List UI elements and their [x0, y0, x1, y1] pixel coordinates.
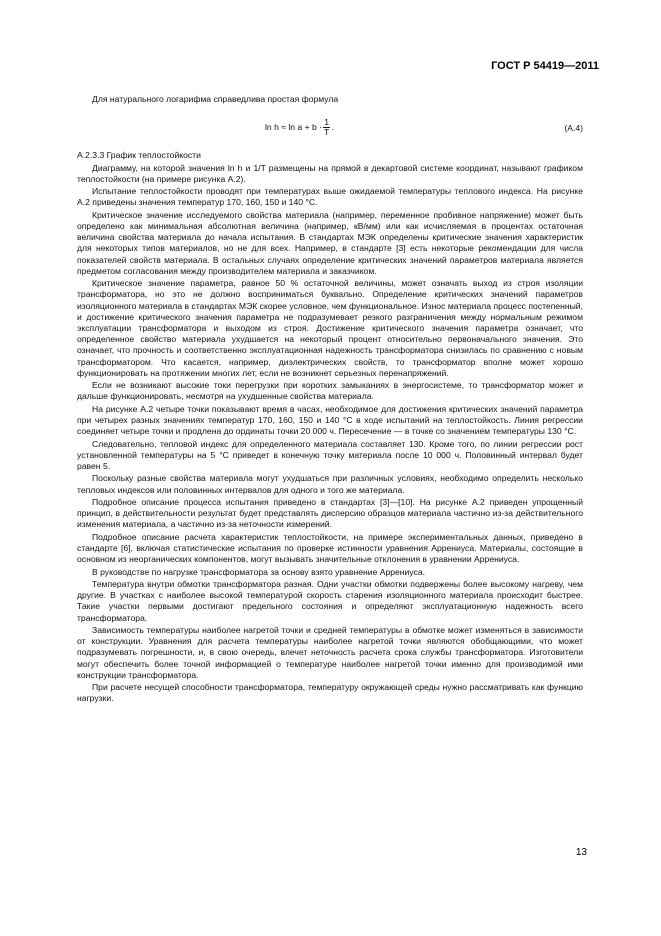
section-title: А.2.3.3 График теплостойкости	[77, 150, 201, 161]
paragraph: Зависимость температуры наиболее нагретой точки и средней температуры в обмотке может изменяться в зависимости от конструкции. Уравнения для расчета температуры наиболее нагретой точки являются обобщающими, что может подразумевать погрешности, и, в свою очередь, влечет неточность расчета срока службы трансформатора. Изготовители могут обеспечить более точной информацией о температуре наиболее нагретой точки именно для производимой ими конструкции трансформатора.	[77, 624, 583, 680]
paragraph: В руководстве по нагрузке трансформатора за основу взято уравнение Аррениуса.	[92, 566, 426, 577]
document-header: ГОСТ Р 54419—2011	[491, 60, 599, 72]
document-body	[77, 94, 583, 706]
paragraph: Подробное описание расчета характеристик теплостойкости, на примере экспериментальных данных, приведено в стандарте [6], включая статистические испытания по проверке истинности уравнения Аррениуса. Материалы, состоящие в основном из неорганических компонентов, могут вызывать значительные отклонения в уравнении Аррениуса.	[77, 531, 583, 565]
formula-number: (А.4)	[564, 123, 583, 134]
paragraph: На рисунке А.2 четыре точки показывают время в часах, необходимое для достижения критических значений параметра при четырех разных значениях температур 170, 160, 150 и 140 °С в ходе испытаний на теплостойкость. Линия регрессии соединяет четыре точки и продлена до ординаты точки 20 000 ч. Пересечение — в точке со значением температуры 130 °С.	[77, 403, 583, 437]
formula-denominator: T	[324, 127, 330, 138]
paragraph: Если не возникают высокие токи перегрузки при коротких замыканиях в энергосистеме, то трансформатор может и дальше функционировать, несмотря на ухудшенные свойства материала.	[77, 380, 583, 402]
paragraph: Следовательно, тепловой индекс для определенного материала составляет 130. Кроме того, по линии регрессии рост установленной температуры на 5 °С приведет в конечную точку материала после 10 000 ч. Половинный интервал будет равен 5.	[77, 438, 583, 471]
formula-numerator: 1	[324, 117, 330, 128]
formula-expression	[265, 118, 334, 137]
paragraph: Критическое значение исследуемого свойства материала (например, переменное пробивное напряжение) может быть определено как минимальная абсолютная величина (например, кВ/мм) или как исчисляемая в процентах остаточная величина свойства материала до начала испытания. В стандартах МЭК определены критические значения характеристик для некоторых типов материалов, но не для всех. Например, в стандарте [3] есть некоторые рекомендации для числа показателей свойств материала. В остальных случаях определение критических значений параметров материала является предметом согласования между производителем материала и заказчиком.	[77, 209, 583, 276]
formula-a4	[77, 114, 583, 140]
paragraph: Подробное описание процесса испытания приведено в стандартах [3]—[10]. На рисунке А.2 приведен упрощенный принцип, в действительности результат будет представлять дисперсию образцов материала частично из-за действительного изменения материала, а частично из-за неточности измерений.	[77, 496, 583, 530]
formula-lhs: ln h ≈ ln a + b ·	[265, 121, 323, 132]
paragraph: Температура внутри обмотки трансформатора разная. Одни участки обмотки подвержены более высокому нагреву, чем другие. В участках с наиболее высокой температурой скорость старения изоляционного материала происходит быстрее. Такие участки первыми достигают предельного состояния и определяют эксплуатационную надежность всего трансформатора.	[77, 578, 583, 623]
formula-fraction	[323, 118, 330, 137]
page-number: 13	[575, 847, 587, 858]
formula-end: .	[331, 121, 334, 132]
paragraph: Поскольку разные свойства материала могут ухудшаться при различных условиях, необходимо определить несколько тепловых индексов или половинных интервалов для одного и того же материала.	[77, 473, 583, 495]
intro-line: Для натурального логарифма справедлива простая формула	[92, 94, 339, 104]
paragraph: При расчете несущей способности трансформатора, температуру окружающей среды нужно рассматривать как функцию нагрузки.	[77, 682, 583, 704]
paragraph: Испытание теплостойкости проводят при температурах выше ожидаемой температуры теплового индекса. На рисунке А.2 приведены значения температур 170, 160, 150 и 140 °С.	[77, 186, 583, 208]
paragraph: Диаграмму, на которой значения ln h и 1/T размещены на прямой в декартовой системе координат, называют графиком теплостойкости (на примере рисунка А.2).	[77, 162, 583, 184]
paragraph: Критическое значение параметра, равное 50 % остаточной величины, может означать выход из строя изоляции трансформатора, но это не должно восприниматься буквально. Определение критических значений параметров изоляционного материала в стандартах МЭК скорее условное, чем функциональное. Износ материала процесс постепенный, и достижение критического значения параметра не подразумевает резкого разграничения между нормальным режимом эксплуатации трансформатора и выходом из строя. Достижение критического значения параметра означает, что определенное свойство материала ухудшается на некоторый процент относительно первоначального значения. Это означает, что прочность и соответственно эксплуатационная надежность трансформатора снизилась по сравнению с новым трансформатором. Что касается, например, диэлектрических свойств, то трансформатор вполне может хорошо функционировать на протяжении многих лет, если не возникнет серьезных перенапряжений.	[77, 278, 583, 378]
